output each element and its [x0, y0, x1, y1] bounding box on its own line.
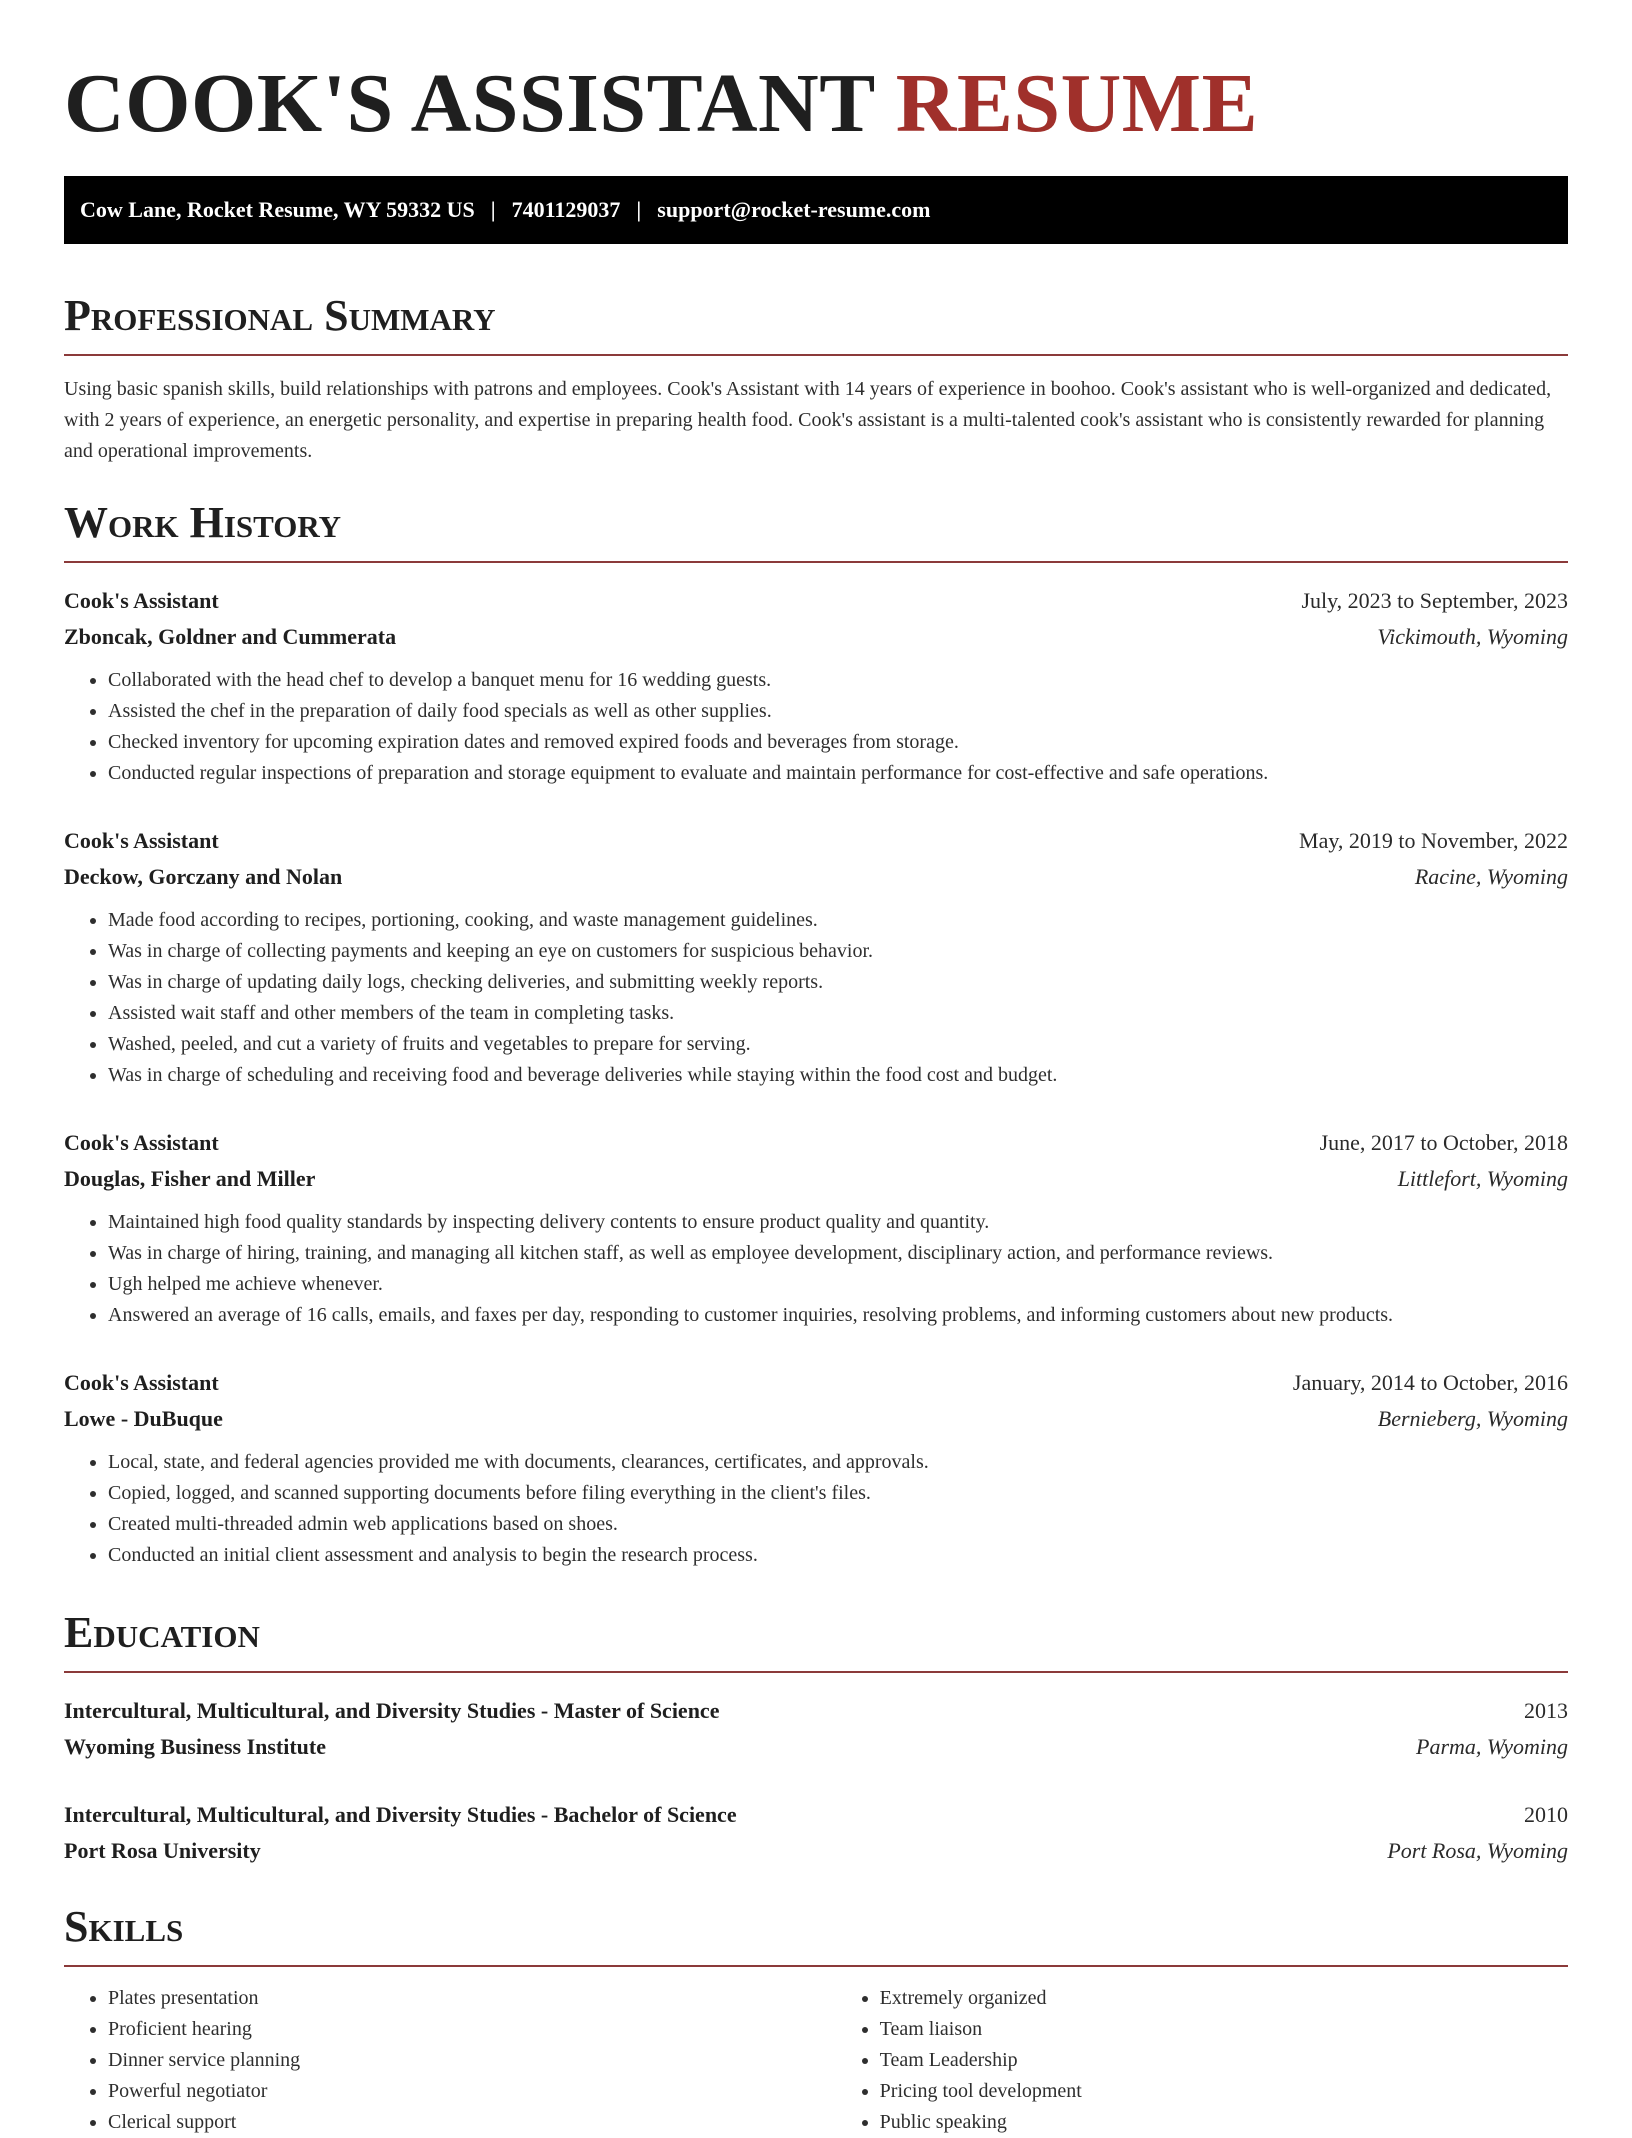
contact-bar [64, 176, 1568, 244]
job-title: Cook's Assistant [64, 588, 219, 613]
job-entry [64, 1125, 1568, 1331]
skill-item: • Public speaking [880, 2107, 1568, 2138]
job-title: Cook's Assistant [64, 1370, 219, 1395]
job-bullet: • Answered an average of 16 calls, emails, and faxes per day, responding to customer inquiries, resolving problems, and informing customers about new products. [108, 1300, 1568, 1331]
education-year: 2013 [1524, 1698, 1568, 1723]
education-location: Parma, Wyoming [1416, 1734, 1568, 1759]
job-bullet: • Was in charge of hiring, training, and managing all kitchen staff, as well as employee development, disciplinary action, and performance reviews. [108, 1238, 1568, 1269]
job-bullet: • Conducted regular inspections of preparation and storage equipment to evaluate and maintain performance for cost-effective and safe operations. [108, 758, 1568, 789]
skill-item: • Team Leadership [880, 2045, 1568, 2076]
job-dates: June, 2017 to October, 2018 [1319, 1130, 1568, 1155]
education-entry [64, 1797, 1568, 1869]
contact-phone: 7401129037 [511, 197, 621, 222]
job-bullets [64, 665, 1568, 789]
job-bullet: • Copied, logged, and scanned supporting documents before filing everything in the client's files. [108, 1478, 1568, 1509]
contact-address: Cow Lane, Rocket Resume, WY 59332 US [80, 197, 475, 222]
job-company: Lowe - DuBuque [64, 1406, 223, 1431]
education-location: Port Rosa, Wyoming [1387, 1838, 1568, 1863]
job-company: Zboncak, Goldner and Cummerata [64, 624, 397, 649]
job-entry [64, 1365, 1568, 1571]
skill-item: • Plates presentation [108, 1983, 836, 2014]
job-title: Cook's Assistant [64, 1130, 219, 1155]
education-school: Wyoming Business Institute [64, 1734, 327, 1759]
education-year: 2010 [1524, 1802, 1568, 1827]
job-bullets [64, 905, 1568, 1091]
job-bullet: • Checked inventory for upcoming expiration dates and removed expired foods and beverages from storage. [108, 727, 1568, 758]
job-location: Littlefort, Wyoming [1397, 1166, 1568, 1191]
section-title-summary: Professional Summary [64, 288, 1568, 356]
resume-title [64, 0, 1568, 176]
skill-item: • Pricing tool development [880, 2076, 1568, 2107]
skill-item: • Powerful negotiator [108, 2076, 836, 2107]
job-bullet: • Was in charge of scheduling and receiving food and beverage deliveries while staying within the food cost and budget. [108, 1060, 1568, 1091]
education-degree: Intercultural, Multicultural, and Diversity Studies - Bachelor of Science [64, 1802, 737, 1827]
job-bullet: • Was in charge of collecting payments and keeping an eye on customers for suspicious behavior. [108, 936, 1568, 967]
summary-text: Using basic spanish skills, build relationships with patrons and employees. Cook's Assistant with 14 years of experience in boohoo. Cook's assistant who is well-organized and dedicated, with 2 years of experience, an energetic personality, and expertise in preparing health food. Cook's assistant is a multi-talented cook's assistant who is consistently rewarded for planning and operational improvements. [64, 378, 1552, 462]
job-bullet: • Assisted wait staff and other members of the team in completing tasks. [108, 998, 1568, 1029]
job-dates: January, 2014 to October, 2016 [1292, 1370, 1568, 1395]
job-dates: July, 2023 to September, 2023 [1301, 588, 1568, 613]
resume-title-accent: RESUME [895, 57, 1259, 150]
job-location: Bernieberg, Wyoming [1377, 1406, 1568, 1431]
skill-item: • Clerical support [108, 2107, 836, 2138]
job-bullet: • Conducted an initial client assessment and analysis to begin the research process. [108, 1540, 1568, 1571]
skill-item: • Team liaison [880, 2014, 1568, 2045]
job-company: Deckow, Gorczany and Nolan [64, 864, 343, 889]
skill-item: • Proficient hearing [108, 2014, 836, 2045]
job-location: Vickimouth, Wyoming [1377, 624, 1568, 649]
skills-column-2 [836, 1983, 1568, 2138]
skill-item: • Dinner service planning [108, 2045, 836, 2076]
skill-item: • Extremely organized [880, 1983, 1568, 2014]
contact-separator: | [490, 197, 496, 222]
job-company: Douglas, Fisher and Miller [64, 1166, 316, 1191]
job-bullet: • Collaborated with the head chef to develop a banquet menu for 16 wedding guests. [108, 665, 1568, 696]
education-school: Port Rosa University [64, 1838, 261, 1863]
job-bullets [64, 1207, 1568, 1331]
job-entry [64, 583, 1568, 789]
education-degree: Intercultural, Multicultural, and Diversity Studies - Master of Science [64, 1698, 720, 1723]
skills-list [64, 1983, 1568, 2138]
resume-title-main: COOK'S ASSISTANT [64, 57, 875, 150]
job-bullets [64, 1447, 1568, 1571]
job-bullet: • Assisted the chef in the preparation of daily food specials as well as other supplies. [108, 696, 1568, 727]
skills-column-1 [64, 1983, 836, 2138]
job-bullet: • Maintained high food quality standards by inspecting delivery contents to ensure product quality and quantity. [108, 1207, 1568, 1238]
job-dates: May, 2019 to November, 2022 [1299, 828, 1568, 853]
job-bullet: • Ugh helped me achieve whenever. [108, 1269, 1568, 1300]
job-bullet: • Washed, peeled, and cut a variety of fruits and vegetables to prepare for serving. [108, 1029, 1568, 1060]
job-entry [64, 823, 1568, 1091]
section-title-education: Education [64, 1605, 1568, 1673]
job-location: Racine, Wyoming [1414, 864, 1568, 889]
education-entry [64, 1693, 1568, 1765]
job-bullet: • Was in charge of updating daily logs, checking deliveries, and submitting weekly reports. [108, 967, 1568, 998]
contact-separator: | [636, 197, 642, 222]
job-title: Cook's Assistant [64, 828, 219, 853]
section-title-work-history: Work History [64, 495, 1568, 563]
job-bullet: • Local, state, and federal agencies provided me with documents, clearances, certificates, and approvals. [108, 1447, 1568, 1478]
job-bullet: • Created multi-threaded admin web applications based on shoes. [108, 1509, 1568, 1540]
job-bullet: • Made food according to recipes, portioning, cooking, and waste management guidelines. [108, 905, 1568, 936]
contact-email: support@rocket-resume.com [657, 197, 931, 222]
section-title-skills: Skills [64, 1899, 1568, 1967]
